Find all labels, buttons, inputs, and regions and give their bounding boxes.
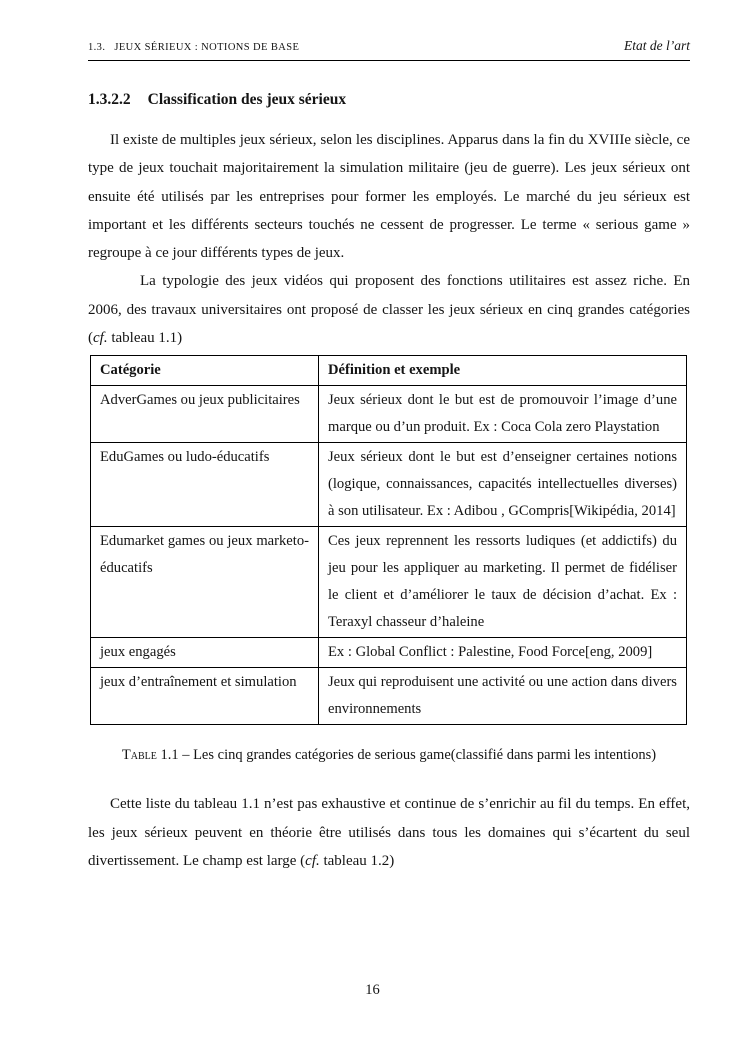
table-row (91, 668, 687, 725)
paragraph-typology-ref: tableau 1.1) (107, 330, 183, 347)
table-row (91, 443, 687, 527)
chapter-title-header: JEUX SÉRIEUX : NOTIONS DE BASE (114, 42, 300, 53)
cell-category: jeux engagés (91, 638, 319, 668)
paragraph-typology (88, 267, 690, 352)
table-caption-number: 1.1 (160, 747, 179, 764)
paragraph-conclusion-ref: tableau 1.2) (319, 852, 395, 869)
table-row (91, 386, 687, 443)
classification-table (90, 355, 687, 725)
cf-reference: cf. (93, 330, 108, 347)
table-row (91, 638, 687, 668)
column-header-definition: Définition et exemple (319, 356, 687, 386)
cell-definition: Jeux qui reproduisent une activité ou une action dans divers environnements (319, 668, 687, 725)
page-number: 16 (365, 982, 380, 998)
cell-definition: Jeux sérieux dont le but est de promouvoir l’image d’une marque ou d’un produit. Ex : Coca Cola zero Playstation (319, 386, 687, 443)
section-heading (88, 90, 690, 110)
cf-reference: cf. (305, 852, 320, 869)
running-header-left (88, 42, 299, 53)
paragraph-conclusion (88, 790, 690, 875)
table-caption-label: Table (121, 747, 157, 764)
table-caption (56, 747, 722, 764)
running-header-right: Etat de l’art (624, 38, 690, 53)
section-heading-title: Classification des jeux sérieux (147, 91, 347, 108)
cell-definition: Ces jeux reprennent les ressorts ludiques (et addictifs) du jeu pour les appliquer au marketing. Il permet de fidéliser le client et d’améliorer le taux de décision d’achat. Ex : Teraxyl chasseur d’haleine (319, 527, 687, 638)
cell-category: Edumarket games ou jeux marketo-éducatifs (91, 527, 319, 638)
table-row (91, 527, 687, 638)
cell-definition: Ex : Global Conflict : Palestine, Food Force[eng, 2009] (319, 638, 687, 668)
paragraph-typology-text: La typologie des jeux vidéos qui proposent des fonctions utilitaires est assez riche. En 2006, des travaux universitaires ont proposé de classer les jeux sérieux en cinq grandes catégories ( (88, 273, 690, 347)
running-header (88, 38, 690, 61)
cell-category: AdverGames ou jeux publicitaires (91, 386, 319, 443)
table-caption-text: – Les cinq grandes catégories de serious game(classifié dans parmi les intentions) (182, 747, 657, 764)
table-header-row (91, 356, 687, 386)
cell-category: jeux d’entraînement et simulation (91, 668, 319, 725)
page-content (88, 38, 690, 875)
column-header-categorie: Catégorie (91, 356, 319, 386)
section-heading-number: 1.3.2.2 (88, 91, 131, 108)
section-number-header: 1.3. (88, 42, 106, 53)
cell-category: EduGames ou ludo-éducatifs (91, 443, 319, 527)
paragraph-conclusion-text: Cette liste du tableau 1.1 n’est pas exhaustive et continue de s’enrichir au fil du temps. En effet, les jeux sérieux peuvent en théorie être utilisés dans tous les domaines qui s’écartent du seul divertissement. Le champ est large ( (88, 796, 690, 869)
paragraph-intro: Il existe de multiples jeux sérieux, selon les disciplines. Apparus dans la fin du XVIIIe siècle, ce type de jeux touchait majoritairement la simulation militaire (jeu de guerre). Les jeux sérieux ont ensuite été utilisés par les entreprises pour former les employés. Le marché du jeu sérieux est important et les différents secteurs touchés ne cessent de progresser. Le terme « serious game » regroupe à ce jour différents types de jeux. (88, 132, 690, 262)
cell-definition: Jeux sérieux dont le but est d’enseigner certaines notions (logique, connaissances, capacités intellectuelles diverses) à son utilisateur. Ex : Adibou , GCompris[Wikipédia, 2014] (319, 443, 687, 527)
